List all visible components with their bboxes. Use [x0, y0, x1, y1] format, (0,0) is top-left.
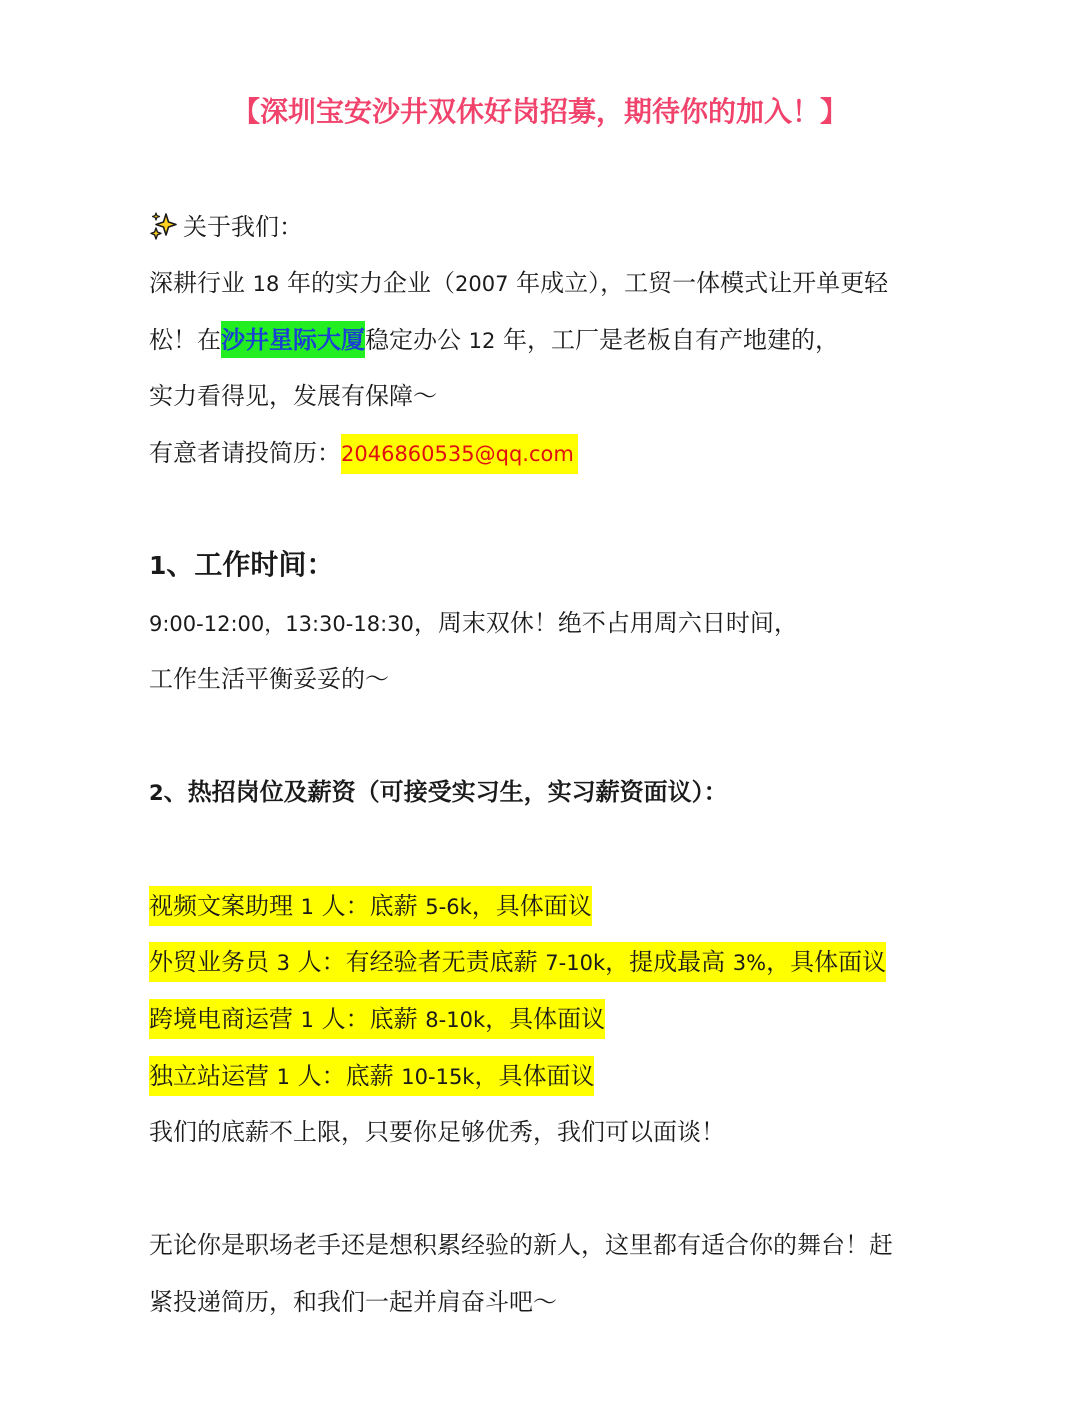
text-segment: 年成立），工贸一体模式让开单更轻 — [508, 269, 889, 297]
text-segment: ，具体面议 — [474, 1062, 595, 1090]
text-segment: 人：有经验者无责底薪 — [290, 948, 546, 976]
salary-range: 10-15k — [401, 1065, 475, 1089]
job-item — [149, 944, 886, 981]
about-line-1 — [149, 265, 888, 302]
text-segment: ，具体面议 — [766, 948, 887, 976]
contact-email[interactable]: 2046860535@qq.com — [341, 434, 578, 474]
office-years-number: 12 — [468, 329, 496, 353]
about-line-2 — [149, 322, 839, 359]
section-number: 2 — [149, 781, 164, 805]
page-title: 【深圳宝安沙井双休好岗招募，期待你的加入！】 — [231, 95, 848, 128]
job-title: 外贸业务员 — [149, 948, 277, 976]
job-title: 跨境电商运营 — [149, 1005, 301, 1033]
resume-label: 有意者请投简历： — [149, 439, 341, 467]
about-heading-line — [149, 209, 303, 245]
work-hours: 9:00-12:00，13:30-18:30 — [149, 612, 414, 636]
sparkles-icon — [149, 211, 179, 241]
text-segment: 人：底薪 — [314, 892, 426, 920]
section2-heading — [149, 774, 728, 811]
text-segment: ，提成最高 — [605, 948, 733, 976]
text-segment: 稳定办公 — [365, 326, 469, 354]
job-item — [149, 888, 592, 925]
job-title: 视频文案助理 — [149, 892, 301, 920]
text-segment: ，周末双休！绝不占用周六日时间， — [413, 609, 798, 637]
about-heading: 关于我们： — [183, 213, 303, 241]
salary-note: 我们的底薪不上限，只要你足够优秀，我们可以面谈！ — [149, 1118, 725, 1146]
text-segment: 年的实力企业（ — [279, 269, 456, 297]
job-highlight — [149, 999, 605, 1039]
job-highlight — [149, 1056, 594, 1096]
section-heading-text: 、热招岗位及薪资（可接受实习生，实习薪资面议）： — [163, 777, 728, 806]
text-segment: 深耕行业 — [149, 269, 253, 297]
building-name-highlight: 沙井星际大厦 — [221, 321, 365, 358]
section1-line-1 — [149, 605, 798, 642]
headcount: 3 — [276, 951, 291, 975]
headcount: 1 — [300, 895, 315, 919]
text-segment: 人：底薪 — [290, 1062, 402, 1090]
text-segment: 人：底薪 — [314, 1005, 426, 1033]
job-highlight — [149, 886, 592, 926]
commission-rate: 3% — [732, 951, 767, 975]
section1-line-2: 工作生活平衡妥妥的～ — [149, 665, 389, 693]
job-title: 独立站运营 — [149, 1062, 277, 1090]
job-item — [149, 1001, 605, 1038]
section-number: 1 — [149, 551, 167, 580]
salary-range: 5-6k — [425, 895, 472, 919]
salary-range: 7-10k — [545, 951, 606, 975]
closing-line-1: 无论你是职场老手还是想积累经验的新人，这里都有适合你的舞台！赶 — [149, 1231, 893, 1259]
text-segment: 年，工厂是老板自有产地建的， — [495, 326, 840, 354]
section1-heading — [149, 547, 334, 584]
headcount: 1 — [300, 1008, 315, 1032]
text-segment: 松！在 — [149, 326, 221, 354]
headcount: 1 — [276, 1065, 291, 1089]
founded-year: 2007 — [455, 272, 509, 296]
section-heading-text: 、工作时间： — [166, 548, 335, 581]
resume-line — [149, 435, 578, 472]
text-segment: ，具体面议 — [471, 892, 592, 920]
about-line-3: 实力看得见，发展有保障～ — [149, 382, 437, 410]
text-segment: ，具体面议 — [485, 1005, 606, 1033]
job-item — [149, 1058, 594, 1095]
salary-range: 8-10k — [425, 1008, 486, 1032]
closing-line-2: 紧投递简历，和我们一起并肩奋斗吧～ — [149, 1288, 557, 1316]
job-highlight — [149, 942, 886, 982]
years-number: 18 — [252, 272, 280, 296]
